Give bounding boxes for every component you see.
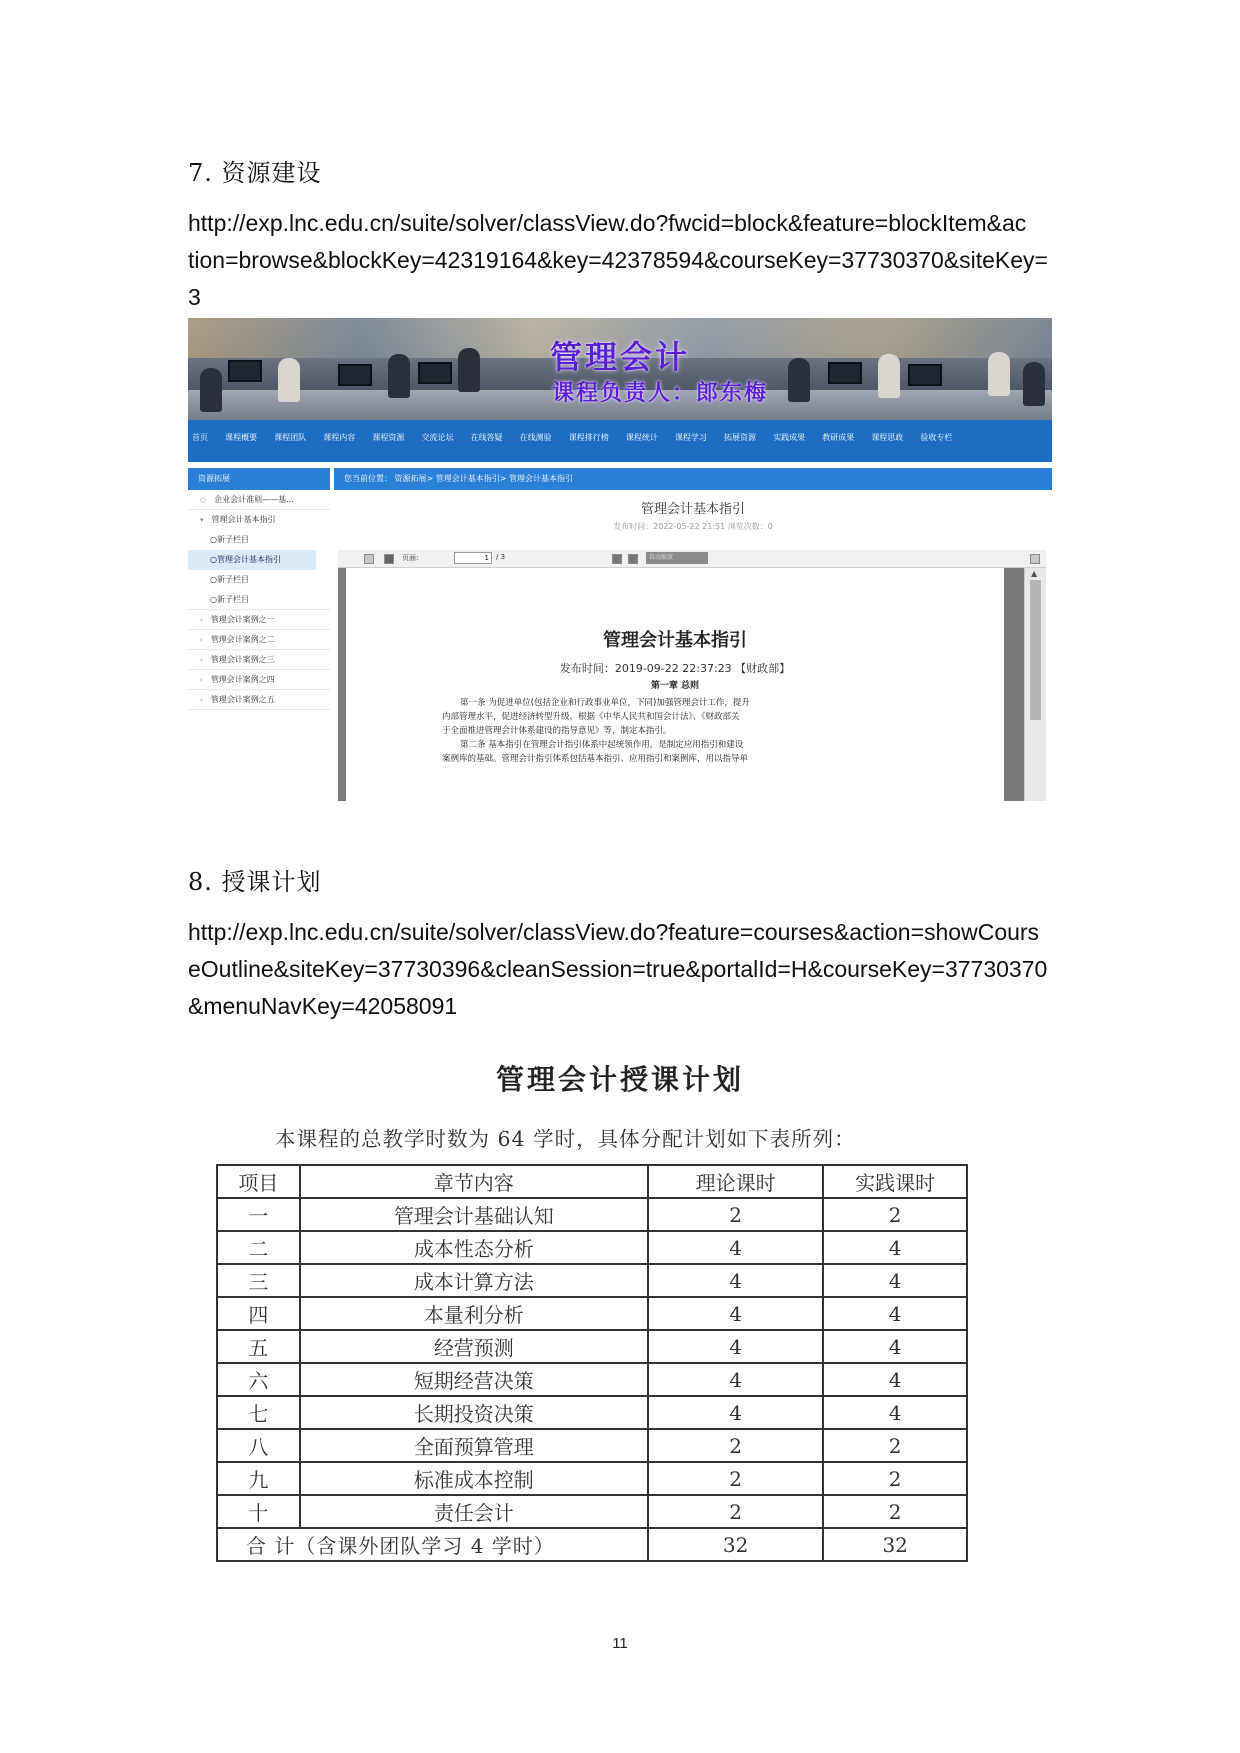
table-cell: 2 [823, 1198, 967, 1231]
url-line: eOutline&siteKey=37730396&cleanSession=true&portalId=H&courseKey=37730370 [188, 956, 1048, 982]
sidebar-item-label: 企业会计准则——基... [214, 495, 294, 504]
nav-item-home[interactable]: 首页 [192, 433, 208, 442]
pdf-paragraph-line: 第二条 基本指引在管理会计指引体系中起统领作用，是制定应用指引和建设 [460, 740, 744, 750]
nav-item-research[interactable]: 教研成果 [822, 433, 855, 442]
page-total: / 3 [496, 553, 506, 561]
table-cell: 八 [217, 1429, 300, 1462]
pdf-paragraph [442, 738, 932, 766]
sidebar-subitem-active[interactable]: ○管理会计基本指引 [188, 550, 316, 570]
sidebar-toggle-icon[interactable] [364, 554, 374, 564]
pdf-document-title: 管理会计基本指引 [603, 630, 747, 651]
article-meta: 发布时间：2022-05-22 21:51 浏览次数：0 [613, 522, 773, 531]
table-row [217, 1495, 967, 1528]
sidebar-title: 资源拓展 [188, 468, 330, 490]
pdf-paragraph-line: 于全面推进管理会计体系建设的指导意见》等，制定本指引。 [442, 726, 672, 736]
pdf-scrollbar[interactable] [1024, 568, 1046, 801]
scroll-up-icon[interactable]: ▲ [1031, 569, 1038, 578]
table-cell: 4 [648, 1297, 824, 1330]
sidebar-item[interactable] [188, 670, 330, 690]
nav-item-ideology[interactable]: 课程思政 [871, 433, 904, 442]
table-cell: 成本性态分析 [300, 1231, 648, 1264]
table-cell: 短期经营决策 [300, 1363, 648, 1396]
table-row [217, 1264, 967, 1297]
sidebar-subitem[interactable]: ○新子栏目 [188, 590, 330, 610]
sidebar-item-expanded[interactable] [188, 510, 330, 530]
table-cell: 六 [217, 1363, 300, 1396]
sidebar-subitem[interactable]: ○新子栏目 [210, 575, 249, 584]
table-cell: 4 [823, 1297, 967, 1330]
table-cell: 4 [648, 1330, 824, 1363]
nav-item-stats[interactable]: 课程统计 [625, 433, 658, 442]
site-content [334, 468, 1052, 801]
nav-item-acceptance[interactable]: 验收专栏 [920, 433, 953, 442]
sidebar-item-label: 管理会计案例之五 [210, 695, 275, 704]
table-cell: 2 [648, 1198, 824, 1231]
url-line: tion=browse&blockKey=42319164&key=42378594&courseKey=37730370&siteKey=3 [188, 247, 1048, 310]
total-theory-hours: 32 [648, 1528, 824, 1561]
sidebar-item[interactable] [188, 690, 330, 710]
nav-item-quiz[interactable]: 在线测验 [519, 433, 552, 442]
sidebar-subitem[interactable]: ○新子栏目 [210, 535, 249, 544]
zoom-in-button[interactable] [628, 554, 638, 564]
table-cell: 4 [648, 1363, 824, 1396]
url-line: http://exp.lnc.edu.cn/suite/solver/classView.do?fwcid=block&feature=blockItem&ac [188, 210, 1027, 236]
section-8-url[interactable] [188, 914, 1058, 1025]
table-cell: 4 [823, 1363, 967, 1396]
table-cell: 4 [823, 1330, 967, 1363]
table-row [217, 1429, 967, 1462]
table-row [217, 1198, 967, 1231]
pdf-paragraph-line: 第一条 为促进单位(包括企业和行政事业单位，下同)加强管理会计工作，提升 [460, 698, 750, 708]
site-sidebar [188, 468, 330, 801]
column-header: 项目 [217, 1165, 300, 1198]
column-header: 实践课时 [823, 1165, 967, 1198]
page-label: 页面: [402, 554, 419, 562]
chevron-right-icon: › [200, 616, 203, 624]
nav-item-extended[interactable]: 拓展资源 [724, 433, 757, 442]
table-cell: 二 [217, 1231, 300, 1264]
section-7-heading: 7. 资源建设 [188, 159, 322, 187]
table-cell: 标准成本控制 [300, 1462, 648, 1495]
sidebar-item-label: 管理会计案例之一 [210, 615, 275, 624]
pdf-paragraph [442, 696, 932, 738]
table-cell: 五 [217, 1330, 300, 1363]
table-cell: 4 [823, 1396, 967, 1429]
scrollbar-thumb[interactable] [1030, 580, 1041, 720]
breadcrumb: 您当前位置： 资源拓展> 管理会计基本指引> 管理会计基本指引 [334, 468, 1052, 490]
sidebar-item[interactable] [188, 610, 330, 630]
table-cell: 全面预算管理 [300, 1429, 648, 1462]
previous-page-button[interactable] [384, 554, 394, 564]
lesson-plan-table [216, 1164, 968, 1562]
pdf-chapter-heading: 第一章 总则 [650, 681, 700, 691]
nav-item-overview[interactable]: 课程概要 [225, 433, 258, 442]
column-header: 章节内容 [300, 1165, 648, 1198]
total-label: 合 计（含课外团队学习 4 学时） [217, 1528, 648, 1561]
pdf-paragraph-line: 内部管理水平，促进经济转型升级，根据《中华人民共和国会计法》、《财政部关 [442, 712, 740, 722]
table-total-row [217, 1528, 967, 1561]
pdf-viewport [338, 568, 1046, 801]
table-cell: 三 [217, 1264, 300, 1297]
site-navbar [188, 420, 1052, 462]
chevron-right-icon: › [200, 636, 203, 644]
sidebar-item[interactable] [188, 490, 330, 510]
table-cell: 4 [823, 1264, 967, 1297]
chevron-right-icon: › [200, 656, 203, 664]
table-row [217, 1297, 967, 1330]
nav-item-resources[interactable]: 课程资源 [372, 433, 405, 442]
tools-icon[interactable] [1030, 554, 1040, 564]
circle-bullet-icon: ○ [200, 496, 207, 504]
table-cell: 一 [217, 1198, 300, 1231]
page-number-input[interactable]: 1 [454, 552, 492, 564]
sidebar-item-label: 管理会计基本指引 [211, 515, 276, 524]
url-line: http://exp.lnc.edu.cn/suite/solver/classView.do?feature=courses&action=showCours [188, 919, 1040, 945]
pdf-paragraph-line: 案例库的基础。管理会计指引体系包括基本指引、应用指引和案例库，用以指导单 [442, 754, 749, 764]
table-cell: 十 [217, 1495, 300, 1528]
sidebar-item-label: 管理会计案例之三 [210, 655, 275, 664]
table-cell: 2 [648, 1462, 824, 1495]
zoom-out-button[interactable] [612, 554, 622, 564]
table-cell: 责任会计 [300, 1495, 648, 1528]
table-row [217, 1363, 967, 1396]
nav-item-ranking[interactable]: 课程排行榜 [568, 433, 609, 442]
pdf-page [346, 568, 1004, 801]
article-title: 管理会计基本指引 [640, 502, 745, 517]
table-cell: 成本计算方法 [300, 1264, 648, 1297]
site-banner [188, 318, 1052, 420]
section-8-heading: 8. 授课计划 [188, 868, 322, 896]
table-cell: 2 [648, 1429, 824, 1462]
chevron-right-icon: › [200, 696, 203, 704]
nav-item-study[interactable]: 课程学习 [674, 433, 707, 442]
nav-item-qa[interactable]: 在线答疑 [470, 433, 503, 442]
sidebar-item-label: 管理会计案例之二 [210, 635, 275, 644]
table-cell: 4 [648, 1396, 824, 1429]
url-line: &menuNavKey=42058091 [188, 993, 458, 1019]
column-header: 理论课时 [648, 1165, 824, 1198]
course-site-screenshot [188, 318, 1052, 801]
banner-subtitle: 课程负责人：郎东梅 [551, 381, 768, 406]
nav-item-team[interactable]: 课程团队 [274, 433, 307, 442]
plan-intro: 本课程的总教学时数为 64 学时，具体分配计划如下表所列： [275, 1127, 856, 1151]
pdf-document-date: 发布时间：2019-09-22 22:37:23 【财政部】 [559, 662, 791, 675]
page-number: 11 [612, 1635, 628, 1652]
table-cell: 4 [648, 1264, 824, 1297]
nav-item-forum[interactable]: 交流论坛 [421, 433, 454, 442]
table-cell: 四 [217, 1297, 300, 1330]
sidebar-item[interactable] [188, 650, 330, 670]
table-row [217, 1231, 967, 1264]
zoom-select[interactable]: 自动缩放 [646, 552, 708, 564]
table-cell: 2 [823, 1429, 967, 1462]
table-cell: 长期投资决策 [300, 1396, 648, 1429]
total-practice-hours: 32 [823, 1528, 967, 1561]
table-row [217, 1462, 967, 1495]
plan-title: 管理会计授课计划 [495, 1063, 744, 1096]
table-cell: 4 [648, 1231, 824, 1264]
table-cell: 本量利分析 [300, 1297, 648, 1330]
chevron-right-icon: › [200, 676, 203, 684]
table-cell: 2 [648, 1495, 824, 1528]
sidebar-item[interactable] [188, 630, 330, 650]
table-cell: 管理会计基础认知 [300, 1198, 648, 1231]
nav-item-practice[interactable]: 实践成果 [773, 433, 806, 442]
table-cell: 经营预测 [300, 1330, 648, 1363]
table-cell: 2 [823, 1495, 967, 1528]
table-cell: 九 [217, 1462, 300, 1495]
table-header-row [217, 1165, 967, 1198]
banner-title: 管理会计 [549, 338, 690, 376]
pdf-toolbar [338, 550, 1046, 568]
sidebar-item-label: 管理会计案例之四 [210, 675, 275, 684]
table-cell: 4 [823, 1231, 967, 1264]
nav-item-content[interactable]: 课程内容 [323, 433, 356, 442]
table-row [217, 1396, 967, 1429]
table-cell: 七 [217, 1396, 300, 1429]
table-row [217, 1330, 967, 1363]
expand-arrow-icon: ▾ [200, 516, 204, 524]
table-cell: 2 [823, 1462, 967, 1495]
